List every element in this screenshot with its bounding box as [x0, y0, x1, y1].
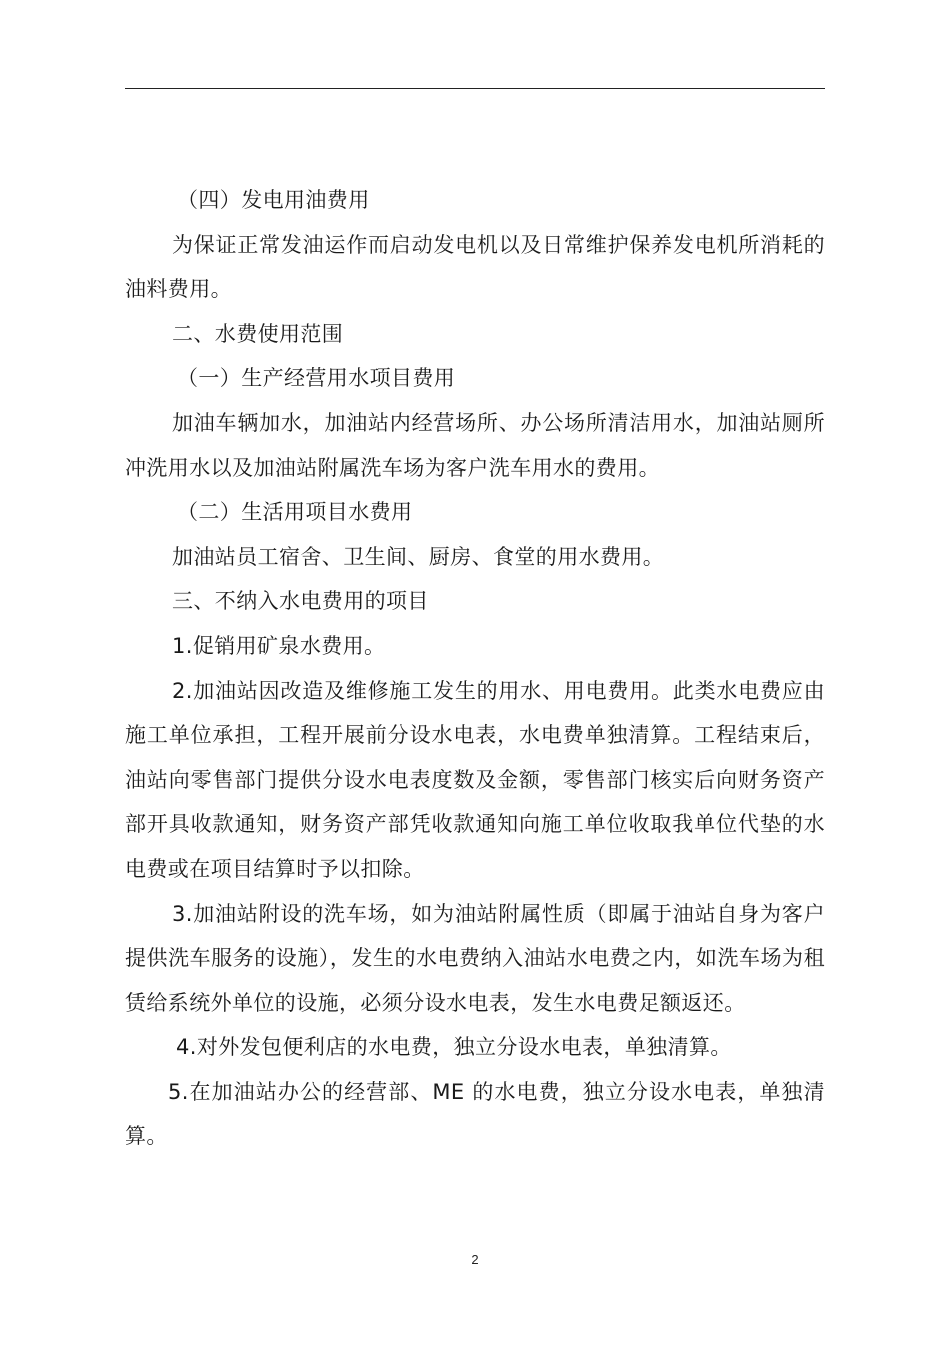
subsection-heading-production-water: （一）生产经营用水项目费用: [177, 366, 456, 391]
section-heading-generator-fuel: （四）发电用油费用: [177, 188, 370, 212]
list-item-4: 4.对外发包便利店的水电费，独立分设水电表，单独清算。: [176, 1035, 732, 1060]
section-heading-water-scope: 二、水费使用范围: [172, 321, 344, 346]
section-heading-excluded-items: 三、不纳入水电费用的项目: [172, 589, 429, 614]
paragraph-production-water: 加油车辆加水，加油站内经营场所、办公场所清洁用水，加油站厕所冲洗用水以及加油站附属洗车场为客户洗车用水的费用。: [125, 410, 825, 480]
list-item-1: 1.促销用矿泉水费用。: [172, 633, 386, 658]
page-number: 2: [471, 1252, 479, 1267]
paragraph-living-water: 加油站员工宿舍、卫生间、厨房、食堂的用水费用。: [172, 544, 665, 569]
document-body: [125, 178, 825, 1159]
header-rule: [125, 88, 825, 89]
list-item-2: 2.加油站因改造及维修施工发生的用水、用电费用。此类水电费应由施工单位承担，工程开展前分设水电表，水电费单独清算。工程结束后，油站向零售部门提供分设水电表度数及金额，零售部门核实后向财务资产部开具收款通知，财务资产部凭收款通知向施工单位收取我单位代垫的水电费或在项目结算时予以扣除。: [125, 678, 825, 881]
list-item-5: 5.在加油站办公的经营部、ME 的水电费，独立分设水电表，单独清算。: [125, 1079, 825, 1149]
list-item-3: 3.加油站附设的洗车场，如为油站附属性质（即属于油站自身为客户提供洗车服务的设施），发生的水电费纳入油站水电费之内，如洗车场为租赁给系统外单位的设施，必须分设水电表，发生水电费足额返还。: [125, 901, 825, 1015]
paragraph-generator-fuel: 为保证正常发油运作而启动发电机以及日常维护保养发电机所消耗的油料费用。: [125, 232, 825, 302]
subsection-heading-living-water: （二）生活用项目水费用: [177, 500, 413, 525]
